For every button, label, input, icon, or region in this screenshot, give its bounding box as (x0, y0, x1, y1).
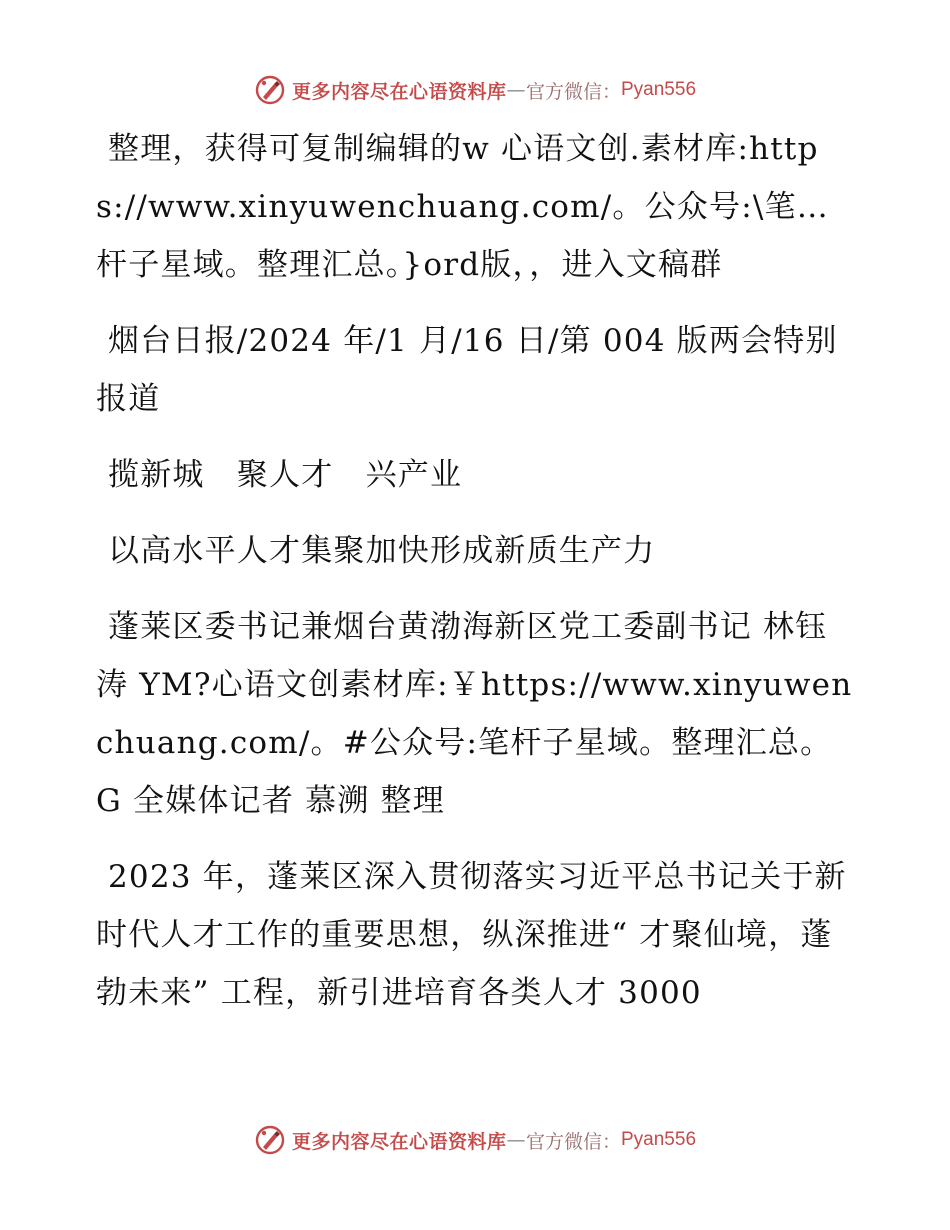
paragraph-body-text: 2023 年，蓬莱区深入贯彻落实习近平总书记关于新时代人才工作的重要思想，纵深推进“ 才聚仙境，蓬勃未来” 工程，新引进培育各类人才 3000 (96, 859, 847, 1011)
banner-separator: — (506, 1129, 526, 1151)
article-subtitle (96, 522, 856, 580)
paragraph-intro (96, 120, 856, 294)
pen-logo-icon (254, 1124, 286, 1156)
header-watermark-banner (0, 70, 950, 110)
article-subtitle-text: 以高水平人才集聚加快形成新质生产力 (108, 533, 656, 569)
paragraph-source-text: 烟台日报/2024 年/1 月/16 日/第 004 版两会特别报道 (96, 323, 838, 417)
banner-separator: — (506, 79, 526, 101)
banner-main-text: 更多内容尽在心语资料库 (291, 80, 507, 103)
paragraph-intro-text: 整理，获得可复制编辑的w 心语文创.素材库:https://www.xinyuwenchuang.com/。公众号:\笔…杆子星域。整理汇总。}ord版，，进入文稿群 (96, 131, 829, 283)
footer-watermark-banner (0, 1120, 950, 1160)
paragraph-source (96, 312, 856, 428)
banner-sub-text: 官方微信： (525, 80, 621, 103)
banner-main-text: 更多内容尽在心语资料库 (291, 1130, 507, 1153)
article-title (96, 446, 856, 504)
banner-sub-text: 官方微信： (525, 1130, 621, 1153)
paragraph-byline-text: 蓬莱区委书记兼烟台黄渤海新区党工委副书记 林钰涛 YM?心语文创素材库:￥https://www.xinyuwenchuang.com/。#公众号:笔杆子星域。整理汇总。G 全媒体记者 慕溯 整理 (96, 609, 853, 819)
paragraph-body (96, 848, 856, 1022)
document-body (96, 120, 856, 1040)
pen-logo-icon (254, 74, 286, 106)
banner-wechat-id: Pyan556 (621, 1129, 697, 1150)
banner-wechat-id: Pyan556 (621, 79, 697, 100)
paragraph-byline (96, 598, 856, 830)
article-title-text: 揽新城 聚人才 兴产业 (108, 457, 463, 493)
